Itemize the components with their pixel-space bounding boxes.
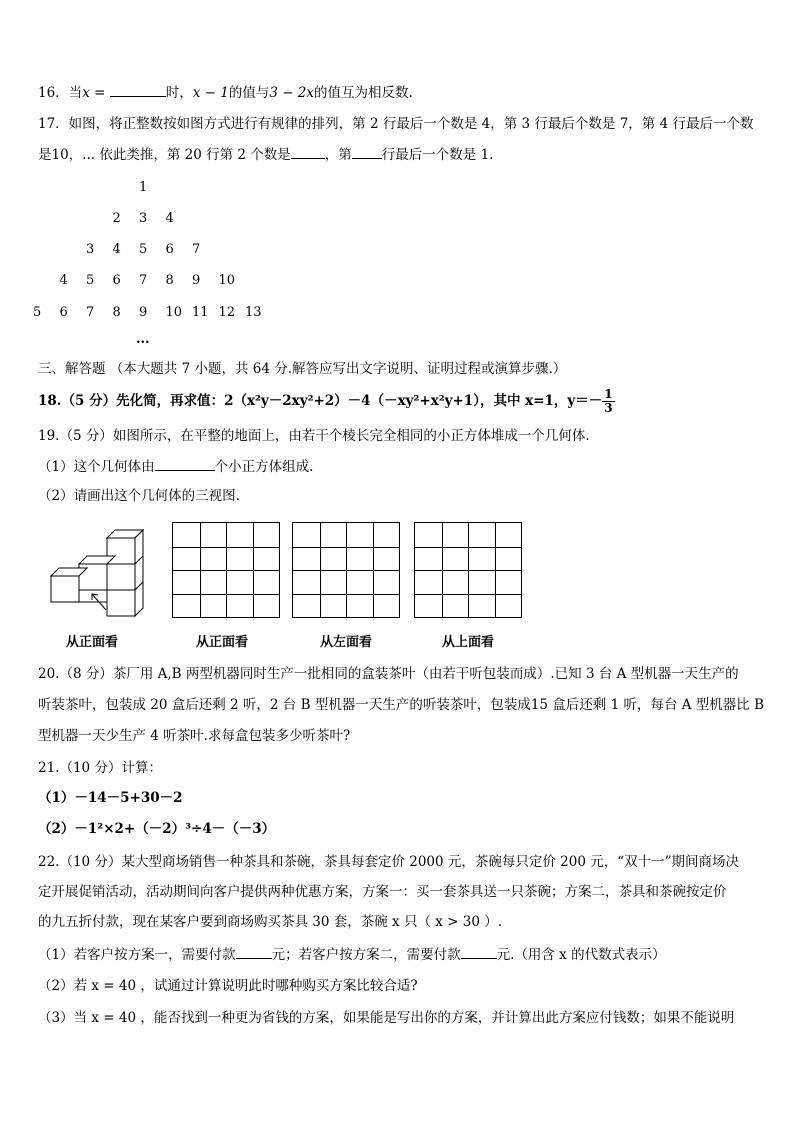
question-22-line1: 22.（10 分）某大型商场销售一种茶具和茶碗，茶具每套定价 2000 元，茶碗每只定价 200 元，“双十一”期间商场决 (38, 854, 740, 870)
question-18: 18.（5 分）先化简，再求值：2（x²y－2xy²+2）－4（－xy²+x²y+1），其中 x=1，y＝－ $\frac{1}{3}$ (38, 387, 613, 415)
triangle-number: 6 (59, 305, 68, 320)
question-21-line1: 21.（10 分）计算： (38, 760, 162, 776)
question-22-part1: （1）若客户按方案一，需要付款 元；若客户按方案二，需要付款 元.（用含 x 的代数式表示） (38, 944, 666, 965)
answer-blank[interactable] (110, 82, 166, 97)
answer-blank[interactable] (461, 944, 497, 959)
fraction: $\frac{1}{3}$ (604, 387, 613, 415)
triangle-number: 2 (112, 211, 121, 226)
grid-line (173, 594, 279, 595)
question-21-part1: （1）－14－5+30－2 (38, 790, 183, 806)
triangle-number: 5 (139, 242, 148, 257)
cube-stack-figure (44, 526, 154, 618)
question-20-line1: 20.（8 分）茶厂用 A,B 两型机器同时生产一批相同的盒装茶叶（由若干听包装而成）.已知 3 台 A 型机器一天生产的 (38, 666, 739, 682)
triangle-number: 3 (86, 242, 95, 257)
question-21-part2: （2）－1²×2+（－2）³÷4－（－3） (38, 821, 276, 837)
triangle-number: 13 (245, 305, 262, 320)
top-view-grid[interactable] (414, 522, 522, 618)
question-22-part3: （3）当 x = 40 ，能否找到一种更为省钱的方案，如果能是写出你的方案，并计算出此方案应付钱数；如果不能说明 (38, 1010, 735, 1026)
answer-blank[interactable] (291, 144, 325, 159)
triangle-number: 5 (86, 273, 95, 288)
question-22-part2: （2）若 x = 40 ，试通过计算说明此时哪种购买方案比较合适? (38, 978, 418, 994)
triangle-number: 12 (218, 305, 236, 320)
grid-line (495, 523, 496, 617)
question-20-line2: 听装茶叶，包装成 20 盒后还剩 2 听，2 台 B 型机器一天生产的听装茶叶，包装成15 盒后还剩 1 听，每台 A 型机器比 B (38, 697, 764, 713)
triangle-number: 4 (165, 211, 174, 226)
triangle-number: 8 (112, 305, 121, 320)
triangle-number: 7 (139, 273, 148, 288)
grid-line (415, 570, 521, 571)
triangle-number: 5 (33, 305, 42, 320)
question-19-part1: （1）这个几何体由 个小正方体组成. (38, 456, 313, 477)
triangle-number: 7 (192, 242, 201, 257)
triangle-number: 10 (218, 273, 236, 288)
question-19-part2: （2）请画出这个几何体的三视图. (38, 488, 240, 504)
triangle-number: 11 (192, 305, 209, 320)
grid-line (253, 523, 254, 617)
question-19-line1: 19.（5 分）如图所示，在平整的地面上，由若干个棱长完全相同的小正方体堆成一个几何体. (38, 428, 590, 444)
front-view-grid[interactable] (172, 522, 280, 618)
caption-left-view: 从左面看 (320, 635, 373, 650)
triangle-number: 6 (165, 242, 174, 257)
triangle-ellipsis: ... (136, 332, 150, 347)
grid-line (173, 570, 279, 571)
question-22-line2: 定开展促销活动，活动期间向客户提供两种优惠方案，方案一：买一套茶具送一只茶碗；方案二，茶具和茶碗按定价 (38, 884, 727, 900)
triangle-number: 8 (165, 273, 174, 288)
question-16: 16．当x = 时，x − 1的值与3 − 2x的值互为相反数. (38, 82, 413, 103)
answer-blank[interactable] (352, 144, 382, 159)
caption-front-figure: 从正面看 (66, 635, 119, 650)
answer-blank[interactable] (236, 944, 272, 959)
question-17-line1: 17．如图，将正整数按如图方式进行有规律的排列，第 2 行最后一个数是 4，第 3 行最后个数是 7，第 4 行最后一个数 (38, 116, 754, 132)
question-22-line3: 的九五折付款，现在某客户要到商场购买茶具 30 套，茶碗 x 只（ x > 30 ）. (38, 914, 503, 930)
grid-line (293, 570, 399, 571)
section-heading: 三、解答题 （本大题共 7 小题，共 64 分.解答应写出文字说明、证明过程或演算步骤.） (38, 361, 567, 377)
triangle-number: 9 (139, 305, 148, 320)
answer-blank[interactable] (155, 456, 215, 471)
grid-line (293, 594, 399, 595)
triangle-number: 1 (139, 180, 148, 195)
question-20-line3: 型机器一天少生产 4 听茶叶.求每盒包装多少听茶叶? (38, 728, 351, 744)
triangle-number: 7 (86, 305, 95, 320)
caption-top-view: 从上面看 (442, 635, 495, 650)
grid-line (373, 523, 374, 617)
triangle-number: 10 (165, 305, 183, 320)
question-17-line2: 是10，... 依此类推，第 20 行第 2 个数是 ，第 行最后一个数是 1. (38, 144, 493, 165)
left-view-grid[interactable] (292, 522, 400, 618)
triangle-number: 4 (112, 242, 121, 257)
grid-line (415, 594, 521, 595)
triangle-number: 9 (192, 273, 201, 288)
triangle-number: 3 (139, 211, 148, 226)
caption-front-view: 从正面看 (196, 635, 249, 650)
triangle-number: 6 (112, 273, 121, 288)
triangle-number: 4 (59, 273, 68, 288)
